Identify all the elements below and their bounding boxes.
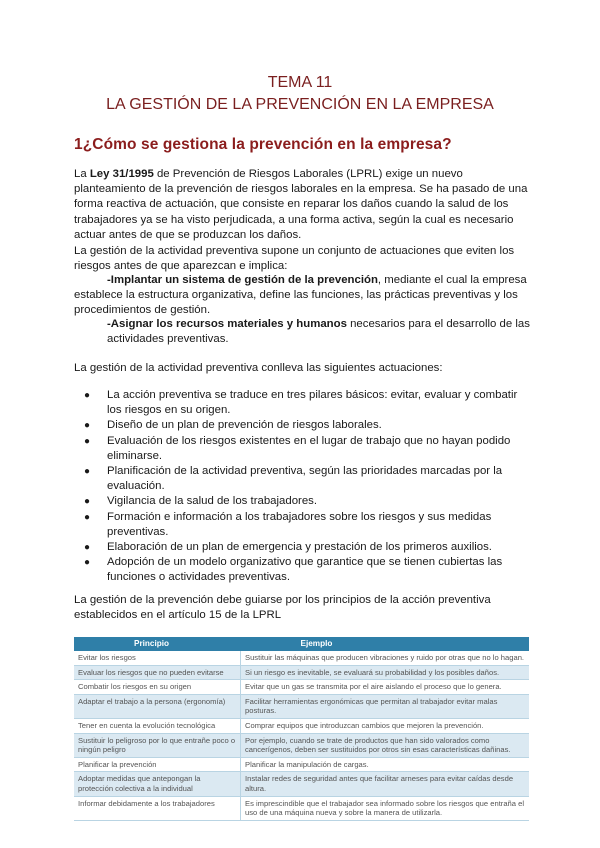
ejemplo-cell: Facilitar herramientas ergonómicas que permitan al trabajador evitar malas posturas.	[241, 694, 530, 718]
table-row	[74, 680, 529, 695]
table-row	[74, 796, 529, 820]
bullet-icon: ●	[84, 496, 91, 508]
ejemplo-cell: Sustituir las máquinas que producen vibraciones y ruido por otras que no lo hagan.	[241, 651, 530, 665]
principles-table	[74, 637, 529, 821]
list-item	[74, 418, 534, 433]
header-ejemplo: Ejemplo	[241, 637, 530, 651]
bullet-icon: ●	[84, 435, 91, 447]
gestion-paragraph: La gestión de la actividad preventiva supone un conjunto de actuaciones que eviten los riesgos antes de que aparezcan e implica:	[74, 245, 515, 273]
table-row	[74, 733, 529, 757]
asignar-item	[107, 317, 534, 347]
implantar-rest: , mediante el cual la empresa establece la estructura organizativa, define las funciones, las prácticas preventivas y los procedimientos de gestión.	[74, 274, 527, 317]
ejemplo-cell: Evitar que un gas se transmita por el aire aislando el proceso que lo genera.	[241, 680, 530, 695]
tema-title: LA GESTIÓN DE LA PREVENCIÓN EN LA EMPRESA	[106, 96, 494, 113]
principio-cell: Evaluar los riesgos que no pueden evitarse	[74, 665, 241, 680]
bullet-icon: ●	[84, 557, 91, 569]
asignar-bold: -Asignar los recursos materiales y humanos	[107, 318, 347, 330]
bullet-icon: ●	[84, 542, 91, 554]
principio-cell: Combatir los riesgos en su origen	[74, 680, 241, 695]
table-row	[74, 772, 529, 796]
list-item-text: Evaluación de los riesgos existentes en el lugar de trabajo que no hayan podido eliminarse.	[107, 434, 511, 462]
intro-pre: La	[74, 168, 90, 180]
conlleva-paragraph: La gestión de la actividad preventiva conlleva las siguientes actuaciones:	[74, 362, 443, 374]
table-row	[74, 651, 529, 665]
list-item-text: La acción preventiva se traduce en tres pilares básicos: evitar, evaluar y combatir los riesgos en su origen.	[107, 389, 518, 417]
list-item	[74, 494, 534, 509]
bullet-icon: ●	[84, 511, 91, 523]
list-item-text: Vigilancia de la salud de los trabajadores.	[107, 495, 318, 508]
table-body	[74, 651, 529, 820]
table-row	[74, 694, 529, 718]
principio-cell: Planificar la prevención	[74, 757, 241, 772]
principio-cell: Adaptar el trabajo a la persona (ergonomía)	[74, 694, 241, 718]
list-item-text: Formación e información a los trabajadores sobre los riesgos y sus medidas preventivas.	[107, 510, 492, 538]
intro-paragraph	[74, 167, 534, 243]
actuaciones-list	[74, 388, 534, 586]
header-principio: Principio	[74, 637, 241, 651]
principio-cell: Evitar los riesgos	[74, 651, 241, 665]
principio-cell: Sustituir lo peligroso por lo que entrañe poco o ningún peligro	[74, 733, 241, 757]
intro-post: de Prevención de Riesgos Laborales (LPRL) exige un nuevo planteamiento de la prevención de riesgos laborales en la empresa. Se ha pasado de una forma reactiva de actuación, que consiste en reparar los daños cuando la salud de los trabajadores ya se ha visto perjudicada, a una forma activa, según la cual es necesario actuar antes de que se produzcan los daños.	[74, 168, 528, 241]
section-heading: 1¿Cómo se gestiona la prevención en la empresa?	[74, 136, 452, 153]
ejemplo-cell: Es imprescindible que el trabajador sea informado sobre los riesgos que entraña el uso de una máquina nueva y sobre la manera de utilizarla.	[241, 796, 530, 820]
implantar-bold: -Implantar un sistema de gestión de la prevención	[107, 274, 378, 286]
ejemplo-cell: Planificar la manipulación de cargas.	[241, 757, 530, 772]
list-item	[74, 434, 534, 464]
asignar-rest: necesarios para el desarrollo de las actividades preventivas.	[107, 318, 530, 346]
list-item	[74, 388, 534, 418]
list-item	[74, 464, 534, 494]
table-header-row	[74, 637, 529, 651]
guia-paragraph: La gestión de la prevención debe guiarse por los principios de la acción preventiva establecidos en el artículo 15 de la LPRL	[74, 594, 491, 622]
ejemplo-cell: Si un riesgo es inevitable, se evaluará su probabilidad y los posibles daños.	[241, 665, 530, 680]
bullet-icon: ●	[84, 390, 91, 401]
tema-number: TEMA 11	[267, 74, 333, 91]
table-row	[74, 718, 529, 733]
principio-cell: Tener en cuenta la evolución tecnológica	[74, 718, 241, 733]
principio-cell: Adoptar medidas que antepongan la protección colectiva a la individual	[74, 772, 241, 796]
ejemplo-cell: Por ejemplo, cuando se trate de productos que han sido valorados como cancerígenos, deben ser sustituidos por otros sin esas características dañinas.	[241, 733, 530, 757]
list-item-text: Elaboración de un plan de emergencia y prestación de los primeros auxilios.	[107, 541, 492, 554]
list-item	[74, 555, 534, 585]
bullet-icon: ●	[84, 466, 91, 478]
list-item-text: Planificación de la actividad preventiva, según las prioridades marcadas por la evaluación.	[107, 465, 503, 493]
list-item	[74, 540, 534, 555]
list-item	[74, 510, 534, 540]
implantar-item	[74, 273, 534, 319]
principio-cell: Informar debidamente a los trabajadores	[74, 796, 241, 820]
bullet-icon: ●	[84, 420, 91, 432]
ejemplo-cell: Comprar equipos que introduzcan cambios que mejoren la prevención.	[241, 718, 530, 733]
list-item-text: Diseño de un plan de prevención de riesgos laborales.	[107, 419, 382, 432]
table-row	[74, 757, 529, 772]
law-reference: Ley 31/1995	[89, 168, 154, 180]
ejemplo-cell: Instalar redes de seguridad antes que facilitar arneses para evitar caídas desde altura.	[241, 772, 530, 796]
list-item-text: Adopción de un modelo organizativo que garantice que se tienen cubiertas las funciones o actividades preventivas.	[107, 556, 503, 584]
table-row	[74, 665, 529, 680]
